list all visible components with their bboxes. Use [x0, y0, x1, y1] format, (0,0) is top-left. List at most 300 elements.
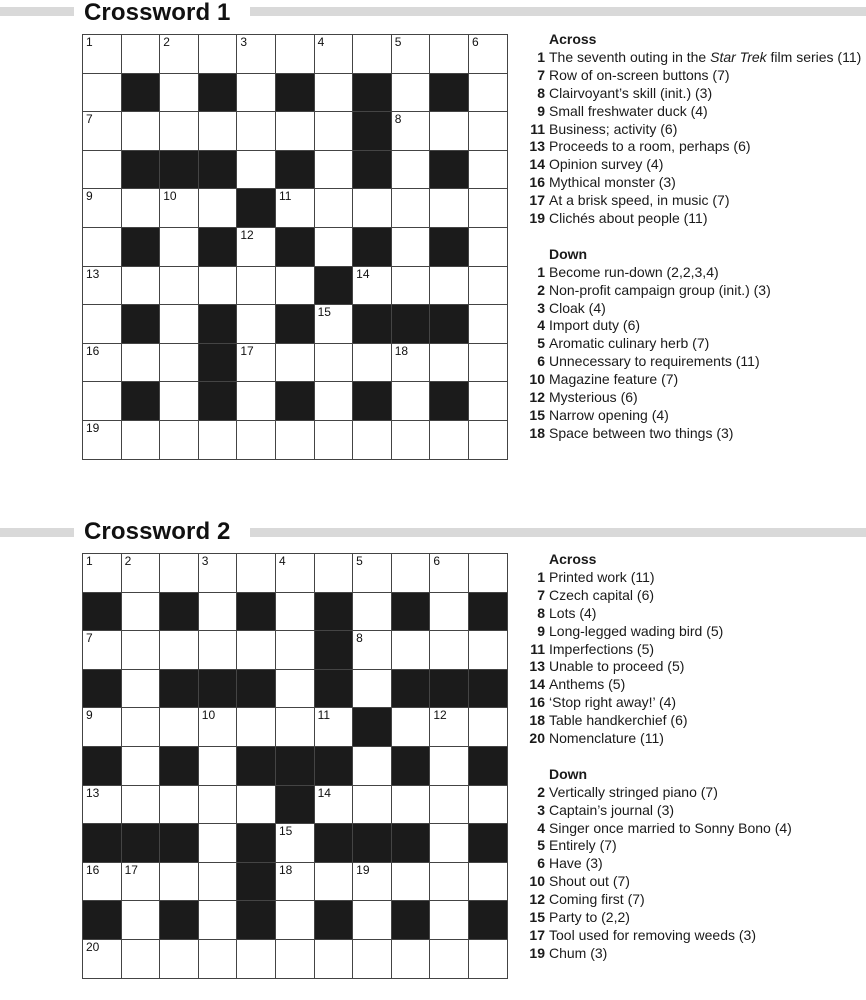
across-heading: Across: [549, 31, 597, 47]
answer-cell[interactable]: [430, 593, 469, 632]
answer-cell[interactable]: [160, 382, 199, 421]
answer-cell[interactable]: [469, 189, 508, 228]
answer-cell[interactable]: [469, 35, 508, 74]
clue-text: Opinion survey (4): [549, 156, 664, 173]
black-square: [122, 228, 161, 267]
answer-cell[interactable]: [237, 151, 276, 190]
answer-cell[interactable]: [83, 382, 122, 421]
black-square: [430, 228, 469, 267]
answer-cell[interactable]: [83, 267, 122, 306]
answer-cell[interactable]: [83, 35, 122, 74]
answer-cell[interactable]: [353, 670, 392, 709]
answer-cell[interactable]: [469, 344, 508, 383]
clue-text: Aromatic culinary herb (7): [549, 335, 710, 352]
answer-cell[interactable]: [430, 708, 469, 747]
answer-cell[interactable]: [315, 421, 354, 460]
answer-cell[interactable]: [353, 747, 392, 786]
answer-cell[interactable]: [199, 901, 238, 940]
answer-cell[interactable]: [83, 112, 122, 151]
clue-number: 17: [529, 927, 545, 944]
black-square: [276, 228, 315, 267]
answer-cell[interactable]: [199, 189, 238, 228]
answer-cell[interactable]: [392, 74, 431, 113]
clue-text: Lots (4): [549, 604, 597, 621]
crossword-grid: [82, 553, 508, 979]
clue-number: 13: [529, 138, 545, 155]
clue-number: 4: [317, 35, 325, 49]
answer-cell[interactable]: [392, 863, 431, 902]
answer-cell[interactable]: [83, 786, 122, 825]
answer-cell[interactable]: [430, 940, 469, 979]
black-square: [199, 305, 238, 344]
answer-cell[interactable]: [237, 305, 276, 344]
clue-number: 19: [356, 862, 370, 877]
answer-cell[interactable]: [122, 189, 161, 228]
clue-number: 8: [356, 631, 363, 646]
answer-cell[interactable]: [469, 151, 508, 190]
answer-cell[interactable]: [237, 786, 276, 825]
answer-cell[interactable]: [353, 786, 392, 825]
answer-cell[interactable]: [83, 228, 122, 267]
answer-cell[interactable]: [237, 708, 276, 747]
answer-cell[interactable]: [160, 786, 199, 825]
down-clue: [522, 335, 862, 353]
answer-cell[interactable]: [469, 863, 508, 902]
answer-cell[interactable]: [160, 267, 199, 306]
clue-text: Row of on-screen buttons (7): [549, 66, 730, 83]
clue-text: ‘Stop right away!’ (4): [549, 694, 677, 711]
down-clue: [522, 389, 862, 407]
answer-cell[interactable]: [237, 421, 276, 460]
down-clue: [522, 945, 862, 963]
black-square: [199, 228, 238, 267]
black-square: [237, 901, 276, 940]
answer-cell[interactable]: [199, 940, 238, 979]
clue-number: 12: [433, 708, 447, 723]
answer-cell[interactable]: [160, 863, 199, 902]
answer-cell[interactable]: [392, 189, 431, 228]
answer-cell[interactable]: [276, 670, 315, 709]
answer-cell[interactable]: [237, 382, 276, 421]
answer-cell[interactable]: [392, 786, 431, 825]
answer-cell[interactable]: [353, 863, 392, 902]
clue-text: Czech capital (6): [549, 586, 655, 603]
answer-cell[interactable]: [199, 112, 238, 151]
clue-number: 2: [537, 281, 545, 298]
answer-cell[interactable]: [430, 189, 469, 228]
answer-cell[interactable]: [392, 267, 431, 306]
answer-cell[interactable]: [353, 421, 392, 460]
answer-cell[interactable]: [315, 35, 354, 74]
answer-cell[interactable]: [199, 824, 238, 863]
down-clue: [522, 909, 862, 927]
down-clue: [522, 855, 862, 873]
clue-number: 7: [537, 586, 545, 603]
answer-cell[interactable]: [160, 35, 199, 74]
clue-text: Coming first (7): [549, 891, 645, 908]
clue-number: 20: [86, 939, 100, 954]
clue-text: Have (3): [549, 855, 603, 872]
clue-number: 9: [537, 102, 545, 119]
down-clue: [522, 407, 862, 425]
answer-cell[interactable]: [160, 74, 199, 113]
answer-cell[interactable]: [353, 631, 392, 670]
answer-cell[interactable]: [315, 189, 354, 228]
clue-number: 5: [356, 554, 363, 568]
clue-number: 2: [124, 554, 132, 568]
clue-text: Magazine feature (7): [549, 371, 679, 388]
answer-cell[interactable]: [83, 344, 122, 383]
answer-cell[interactable]: [430, 901, 469, 940]
clue-number: 11: [278, 189, 292, 204]
clue-number: 10: [163, 189, 177, 204]
answer-cell[interactable]: [122, 267, 161, 306]
answer-cell[interactable]: [469, 382, 508, 421]
answer-cell[interactable]: [315, 344, 354, 383]
answer-cell[interactable]: [122, 554, 161, 593]
answer-cell[interactable]: [160, 344, 199, 383]
answer-cell[interactable]: [430, 344, 469, 383]
answer-cell[interactable]: [122, 708, 161, 747]
clue-text: Narrow opening (4): [549, 407, 669, 424]
answer-cell[interactable]: [430, 421, 469, 460]
answer-cell[interactable]: [353, 35, 392, 74]
answer-cell[interactable]: [315, 708, 354, 747]
clue-number: 8: [537, 604, 545, 621]
answer-cell[interactable]: [83, 708, 122, 747]
answer-cell[interactable]: [315, 305, 354, 344]
answer-cell[interactable]: [392, 35, 431, 74]
answer-cell[interactable]: [160, 189, 199, 228]
answer-cell[interactable]: [469, 631, 508, 670]
across-heading: Across: [549, 551, 597, 567]
answer-cell[interactable]: [237, 74, 276, 113]
answer-cell[interactable]: [83, 631, 122, 670]
answer-cell[interactable]: [276, 35, 315, 74]
answer-cell[interactable]: [430, 786, 469, 825]
answer-cell[interactable]: [276, 267, 315, 306]
answer-cell[interactable]: [83, 151, 122, 190]
answer-cell[interactable]: [83, 421, 122, 460]
black-square: [199, 151, 238, 190]
black-square: [315, 267, 354, 306]
answer-cell[interactable]: [430, 554, 469, 593]
answer-cell[interactable]: [315, 382, 354, 421]
answer-cell[interactable]: [315, 554, 354, 593]
black-square: [160, 151, 199, 190]
answer-cell[interactable]: [122, 940, 161, 979]
answer-cell[interactable]: [353, 267, 392, 306]
down-clue: [522, 873, 862, 891]
answer-cell[interactable]: [160, 631, 199, 670]
answer-cell[interactable]: [430, 747, 469, 786]
clue-number: 10: [201, 708, 216, 723]
clue-number: 14: [529, 156, 545, 173]
black-square: [83, 901, 122, 940]
clue-number: 18: [394, 343, 409, 358]
black-square: [83, 670, 122, 709]
answer-cell[interactable]: [122, 421, 161, 460]
down-clue: [522, 784, 862, 802]
answer-cell[interactable]: [315, 74, 354, 113]
answer-cell[interactable]: [83, 554, 122, 593]
answer-cell[interactable]: [199, 786, 238, 825]
across-clue: [522, 121, 862, 139]
answer-cell[interactable]: [199, 593, 238, 632]
black-square: [353, 112, 392, 151]
answer-cell[interactable]: [83, 189, 122, 228]
clue-number: 6: [433, 554, 441, 568]
black-square: [199, 74, 238, 113]
clue-text: Become run-down (2,2,3,4): [549, 263, 719, 280]
answer-cell[interactable]: [237, 554, 276, 593]
answer-cell[interactable]: [122, 863, 161, 902]
answer-cell[interactable]: [315, 786, 354, 825]
answer-cell[interactable]: [122, 344, 161, 383]
across-clue: [522, 569, 862, 587]
answer-cell[interactable]: [160, 421, 199, 460]
answer-cell[interactable]: [353, 901, 392, 940]
clue-number: 17: [124, 862, 138, 877]
answer-cell[interactable]: [315, 151, 354, 190]
black-square: [315, 670, 354, 709]
answer-cell[interactable]: [276, 863, 315, 902]
answer-cell[interactable]: [199, 747, 238, 786]
clue-number: 11: [530, 120, 545, 137]
down-clue: [522, 425, 862, 443]
answer-cell[interactable]: [276, 421, 315, 460]
answer-cell[interactable]: [276, 189, 315, 228]
answer-cell[interactable]: [160, 940, 199, 979]
clue-number: 1: [537, 48, 545, 65]
answer-cell[interactable]: [392, 940, 431, 979]
black-square: [315, 631, 354, 670]
clue-text: Anthems (5): [549, 676, 626, 693]
black-square: [237, 189, 276, 228]
answer-cell[interactable]: [430, 631, 469, 670]
clue-number: 16: [529, 694, 545, 711]
clue-number: 15: [317, 305, 331, 320]
black-square: [430, 670, 469, 709]
answer-cell[interactable]: [122, 112, 161, 151]
clue-text: Clairvoyant’s skill (init.) (3): [549, 84, 713, 101]
answer-cell[interactable]: [392, 631, 431, 670]
answer-cell[interactable]: [160, 708, 199, 747]
black-square: [276, 786, 315, 825]
answer-cell[interactable]: [430, 112, 469, 151]
down-heading: Down: [549, 245, 588, 262]
answer-cell[interactable]: [160, 554, 199, 593]
answer-cell[interactable]: [469, 940, 508, 979]
across-clue: [522, 605, 862, 623]
down-clue: [522, 927, 862, 945]
clue-text: Mythical monster (3): [549, 174, 676, 191]
clue-text: Tool used for removing weeds (3): [549, 927, 756, 944]
across-clue: [522, 85, 862, 103]
answer-cell[interactable]: [160, 305, 199, 344]
black-square: [160, 824, 199, 863]
down-clue: [522, 837, 862, 855]
answer-cell[interactable]: [122, 786, 161, 825]
clue-number: 12: [529, 891, 545, 908]
clue-number: 2: [163, 35, 170, 49]
answer-cell[interactable]: [315, 112, 354, 151]
across-clue: [522, 712, 862, 730]
answer-cell[interactable]: [392, 554, 431, 593]
answer-cell[interactable]: [392, 421, 431, 460]
clue-list: [522, 31, 862, 443]
clue-text: Singer once married to Sonny Bono (4): [549, 819, 792, 836]
clue-number: 3: [201, 554, 209, 568]
answer-cell[interactable]: [353, 593, 392, 632]
across-clue: [522, 174, 862, 192]
black-square: [122, 824, 161, 863]
answer-cell[interactable]: [469, 554, 508, 593]
answer-cell[interactable]: [83, 305, 122, 344]
clue-text: Long-legged wading bird (5): [549, 622, 724, 639]
black-square: [469, 670, 508, 709]
answer-cell[interactable]: [276, 708, 315, 747]
answer-cell[interactable]: [392, 228, 431, 267]
clue-number: 10: [529, 371, 545, 388]
across-clue: [522, 641, 862, 659]
answer-cell[interactable]: [315, 228, 354, 267]
black-square: [83, 593, 122, 632]
clue-number: 4: [278, 554, 286, 568]
black-square: [353, 151, 392, 190]
answer-cell[interactable]: [430, 267, 469, 306]
answer-cell[interactable]: [199, 708, 238, 747]
clue-number: 7: [86, 112, 93, 127]
clue-number: 6: [537, 353, 545, 370]
answer-cell[interactable]: [276, 824, 315, 863]
answer-cell[interactable]: [353, 344, 392, 383]
clue-text: Mysterious (6): [549, 389, 638, 406]
answer-cell[interactable]: [122, 631, 161, 670]
answer-cell[interactable]: [392, 708, 431, 747]
answer-cell[interactable]: [469, 228, 508, 267]
answer-cell[interactable]: [199, 35, 238, 74]
answer-cell[interactable]: [160, 112, 199, 151]
answer-cell[interactable]: [315, 863, 354, 902]
answer-cell[interactable]: [276, 112, 315, 151]
black-square: [199, 344, 238, 383]
black-square: [392, 901, 431, 940]
crossword-grid: [82, 34, 508, 460]
black-square: [276, 747, 315, 786]
answer-cell[interactable]: [353, 189, 392, 228]
black-square: [353, 228, 392, 267]
puzzle-title: Crossword 2: [84, 518, 231, 545]
answer-cell[interactable]: [237, 112, 276, 151]
answer-cell[interactable]: [430, 824, 469, 863]
answer-cell[interactable]: [353, 940, 392, 979]
answer-cell[interactable]: [122, 901, 161, 940]
across-clue: [522, 192, 862, 210]
black-square: [469, 747, 508, 786]
answer-cell[interactable]: [392, 382, 431, 421]
answer-cell[interactable]: [276, 631, 315, 670]
answer-cell[interactable]: [83, 863, 122, 902]
answer-cell[interactable]: [122, 593, 161, 632]
down-heading: Down: [549, 765, 588, 782]
clue-text: Party to (2,2): [549, 909, 630, 926]
answer-cell[interactable]: [122, 35, 161, 74]
answer-cell[interactable]: [276, 901, 315, 940]
answer-cell[interactable]: [122, 747, 161, 786]
clue-number: 4: [537, 819, 545, 836]
clue-number: 12: [240, 227, 254, 242]
clue-number: 17: [240, 343, 254, 358]
answer-cell[interactable]: [237, 35, 276, 74]
answer-cell[interactable]: [392, 112, 431, 151]
answer-cell[interactable]: [276, 940, 315, 979]
answer-cell[interactable]: [83, 940, 122, 979]
answer-cell[interactable]: [430, 863, 469, 902]
answer-cell[interactable]: [276, 554, 315, 593]
answer-cell[interactable]: [237, 631, 276, 670]
answer-cell[interactable]: [353, 554, 392, 593]
answer-cell[interactable]: [276, 344, 315, 383]
down-clue: [522, 282, 862, 300]
answer-cell[interactable]: [469, 305, 508, 344]
answer-cell[interactable]: [469, 74, 508, 113]
answer-cell[interactable]: [122, 670, 161, 709]
answer-cell[interactable]: [392, 151, 431, 190]
answer-cell[interactable]: [276, 593, 315, 632]
across-clue: [522, 210, 862, 228]
answer-cell[interactable]: [199, 421, 238, 460]
answer-cell[interactable]: [199, 631, 238, 670]
clue-number: 16: [86, 862, 100, 877]
black-square: [315, 901, 354, 940]
answer-cell[interactable]: [469, 421, 508, 460]
clue-number: 6: [471, 35, 479, 49]
black-square: [276, 305, 315, 344]
across-clues: [522, 569, 862, 748]
answer-cell[interactable]: [199, 554, 238, 593]
answer-cell[interactable]: [237, 344, 276, 383]
answer-cell[interactable]: [83, 74, 122, 113]
clue-number: 1: [537, 568, 545, 585]
down-clue: [522, 317, 862, 335]
answer-cell[interactable]: [469, 786, 508, 825]
answer-cell[interactable]: [199, 863, 238, 902]
clue-number: 18: [529, 424, 545, 441]
answer-cell[interactable]: [160, 228, 199, 267]
answer-cell[interactable]: [237, 267, 276, 306]
black-square: [430, 151, 469, 190]
across-clue: [522, 49, 862, 67]
answer-cell[interactable]: [392, 344, 431, 383]
answer-cell[interactable]: [237, 228, 276, 267]
clue-number: 1: [86, 554, 93, 568]
black-square: [237, 670, 276, 709]
title-rule-right: [250, 7, 866, 16]
answer-cell[interactable]: [469, 112, 508, 151]
answer-cell[interactable]: [430, 35, 469, 74]
answer-cell[interactable]: [469, 708, 508, 747]
black-square: [469, 593, 508, 632]
answer-cell[interactable]: [237, 940, 276, 979]
black-square: [392, 593, 431, 632]
clue-number: 14: [529, 676, 545, 693]
answer-cell[interactable]: [469, 267, 508, 306]
answer-cell[interactable]: [315, 940, 354, 979]
clue-number: 18: [278, 862, 293, 877]
answer-cell[interactable]: [199, 267, 238, 306]
clue-number: 9: [86, 189, 93, 204]
